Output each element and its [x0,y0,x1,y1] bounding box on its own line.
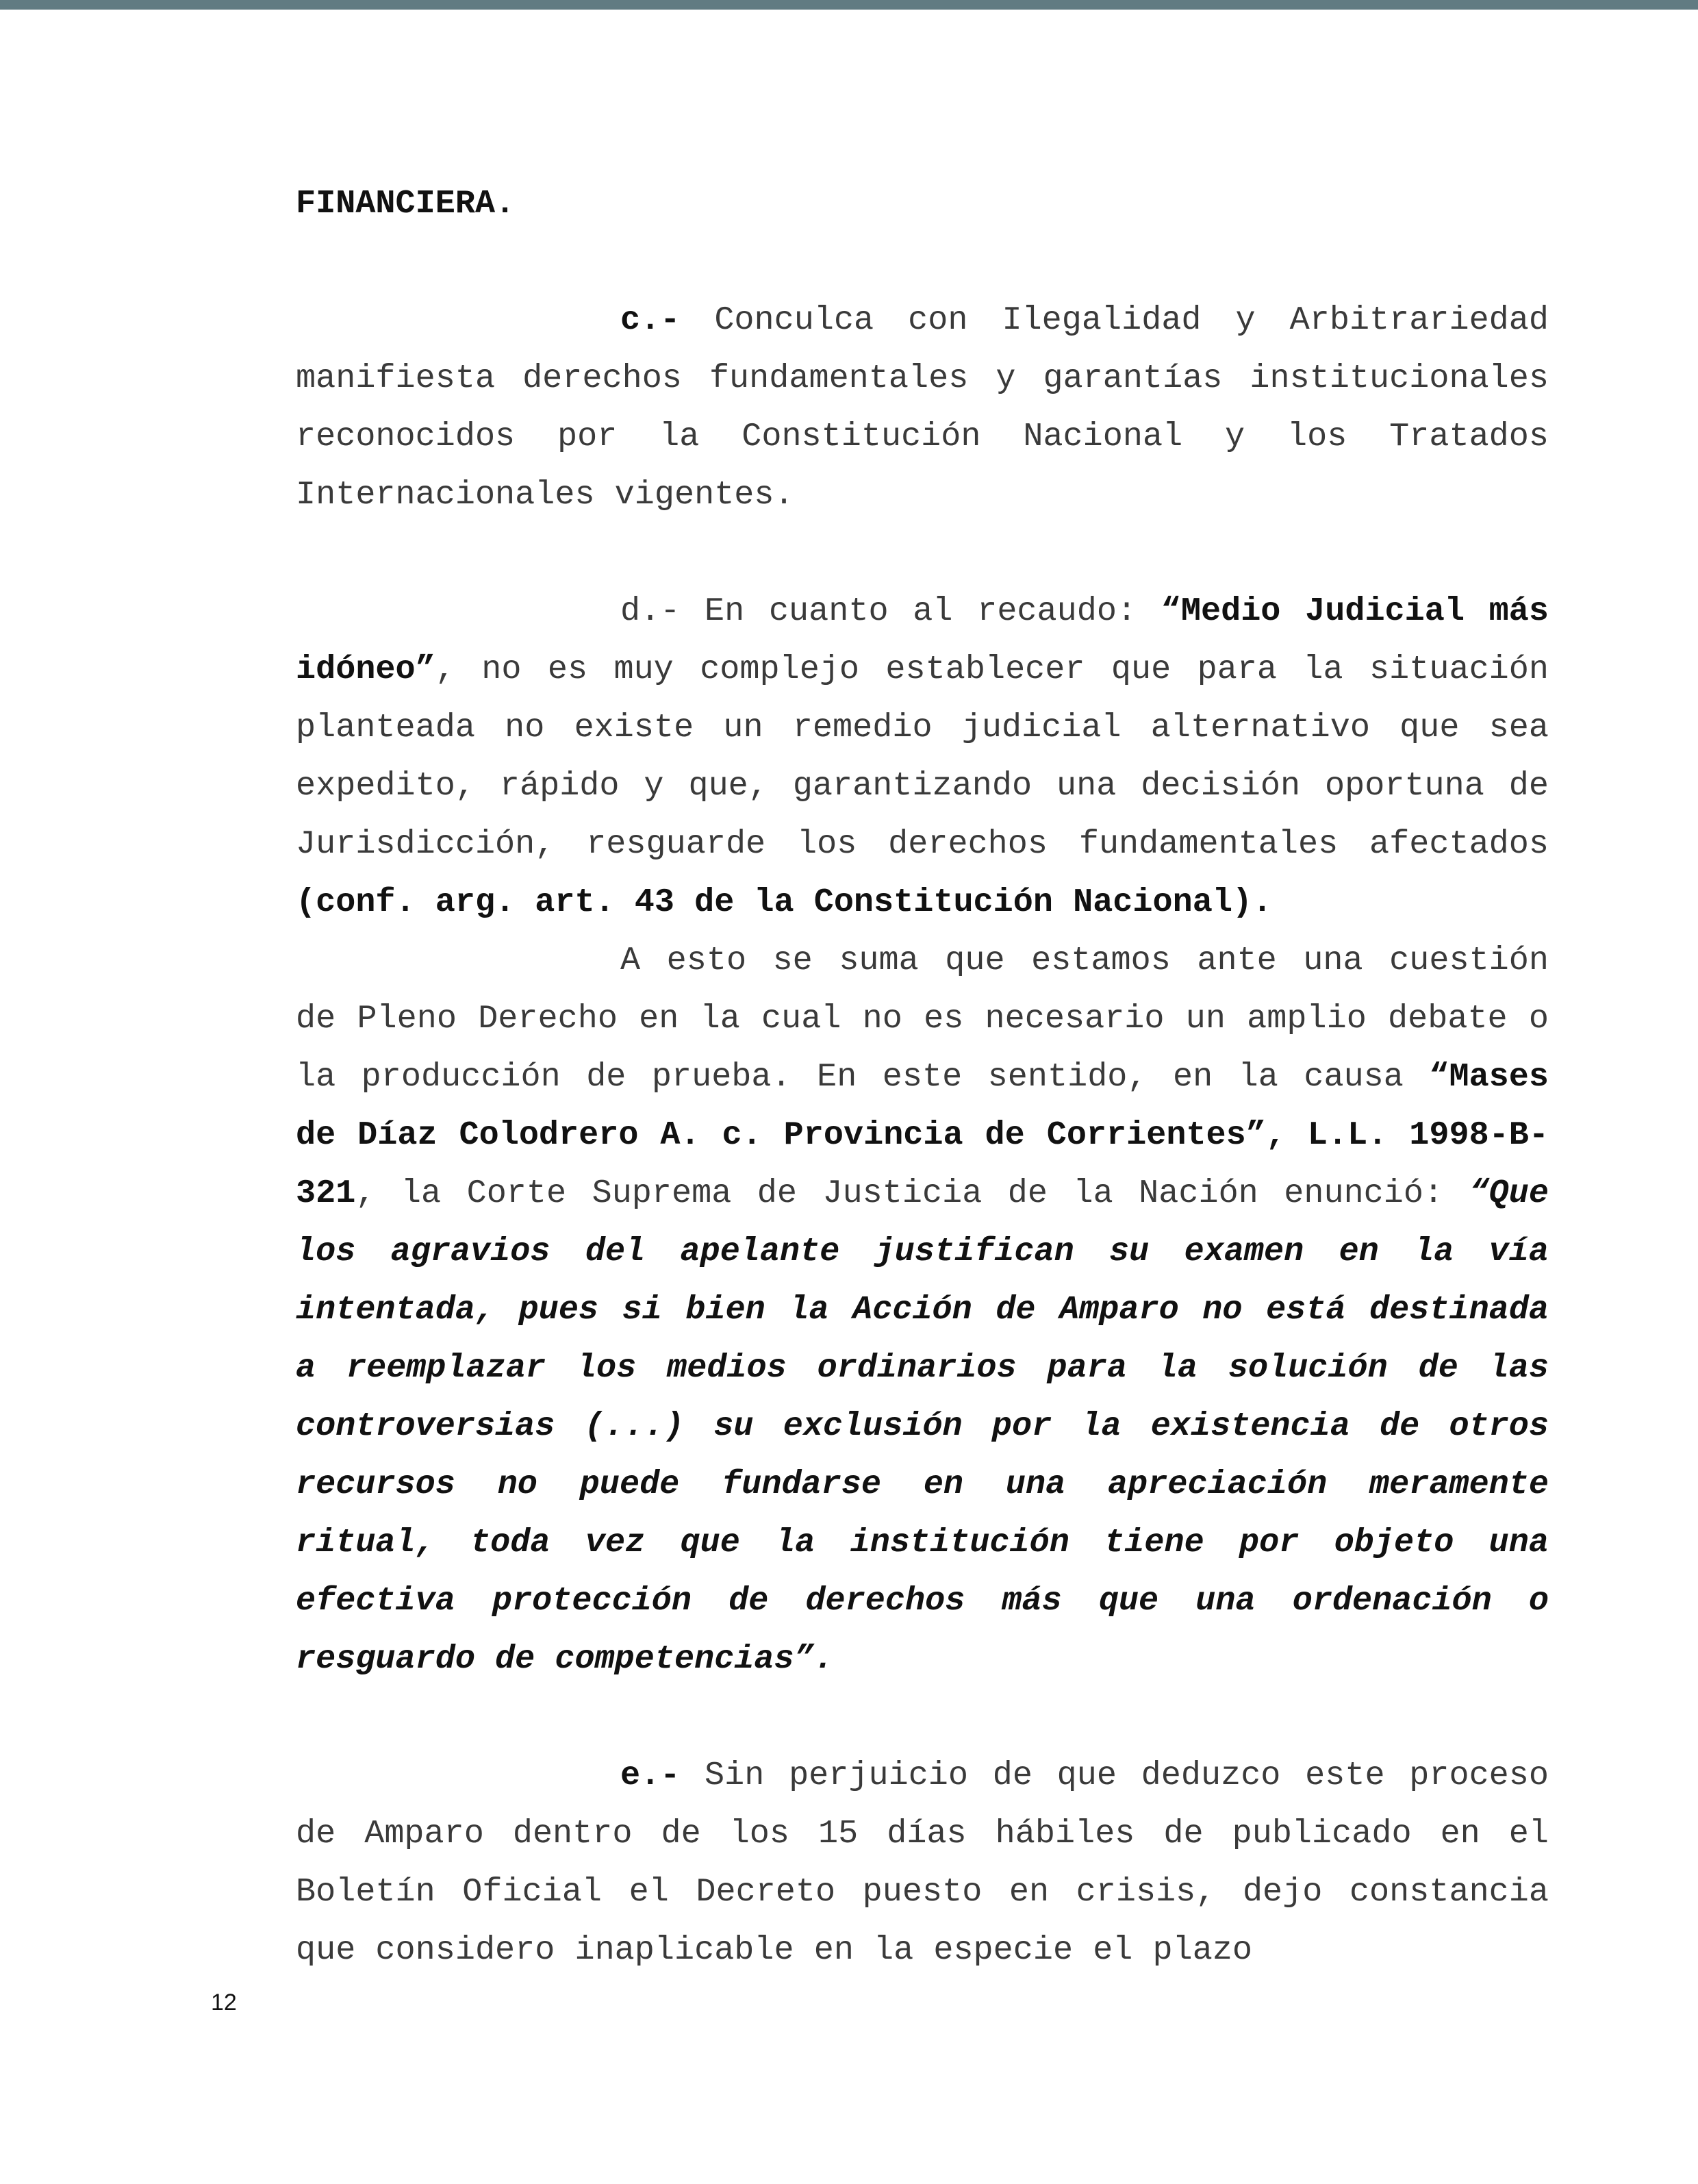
page-body [296,175,1549,1979]
paragraph-gap [296,1688,1549,1746]
case-citation: “Mases de Díaz Colodrero A. c. Provincia de Corrientes”, L.L. 1998-B-321 [296,1058,1549,1212]
top-rule [0,0,1698,10]
paragraph-d-lead: d.- En cuanto al recaudo: [620,592,1161,630]
paragraph-d-bold-quote: “Medio Judicial más idóneo” [296,592,1549,688]
paragraph-e-text: Sin perjuicio de que deduzco este proceso de Amparo dentro de los 15 días hábiles de publicado en el Boletín Oficial el Decreto puesto en crisis, dejo constancia que considero inaplicable en la especie el plazo [296,1757,1549,1969]
paragraph-c-marker: c.- [620,301,681,339]
paragraph-gap [296,233,1549,291]
paragraph-c [296,291,1549,524]
paragraph-d2-text-2: , la Corte Suprema de Justicia de la Nación enunció: [355,1175,1469,1212]
court-quote: “Que los agravios del apelante justifican su examen en la vía intentada, pues si bien la Acción de Amparo no está destinada a reemplazar los medios ordinarios para la solución de las controversias (...) su exclusión por la existencia de otros recursos no puede fundarse en una apreciación meramente ritual, toda vez que la institución tiene por objeto una efectiva protección de derechos más que una ordenación o resguardo de competencias”. [296,1175,1549,1678]
paragraph-d-continued [296,931,1549,1688]
paragraph-e [296,1746,1549,1979]
section-heading: FINANCIERA. [296,185,516,223]
paragraph-d-text: , no es muy complejo establecer que para la situación planteada no existe un remedio judicial alternativo que sea expedito, rápido y que, garantizando una decisión oportuna de Jurisdicción, resguarde los derechos fundamentales afectados [296,651,1549,863]
paragraph-d-bold-reference: (conf. arg. art. 43 de la Constitución Nacional). [296,883,1273,921]
paragraph-gap [296,524,1549,582]
page-number: 12 [211,1990,237,2016]
paragraph-d [296,582,1549,931]
paragraph-c-text: Conculca con Ilegalidad y Arbitrariedad manifiesta derechos fundamentales y garantías institucionales reconocidos por la Constitución Nacional y los Tratados Internacionales vigentes. [296,301,1549,514]
paragraph-e-marker: e.- [620,1757,681,1794]
paragraph-d2-text: A esto se suma que estamos ante una cuestión de Pleno Derecho en la cual no es necesario un amplio debate o la producción de prueba. En este sentido, en la causa [296,942,1549,1096]
